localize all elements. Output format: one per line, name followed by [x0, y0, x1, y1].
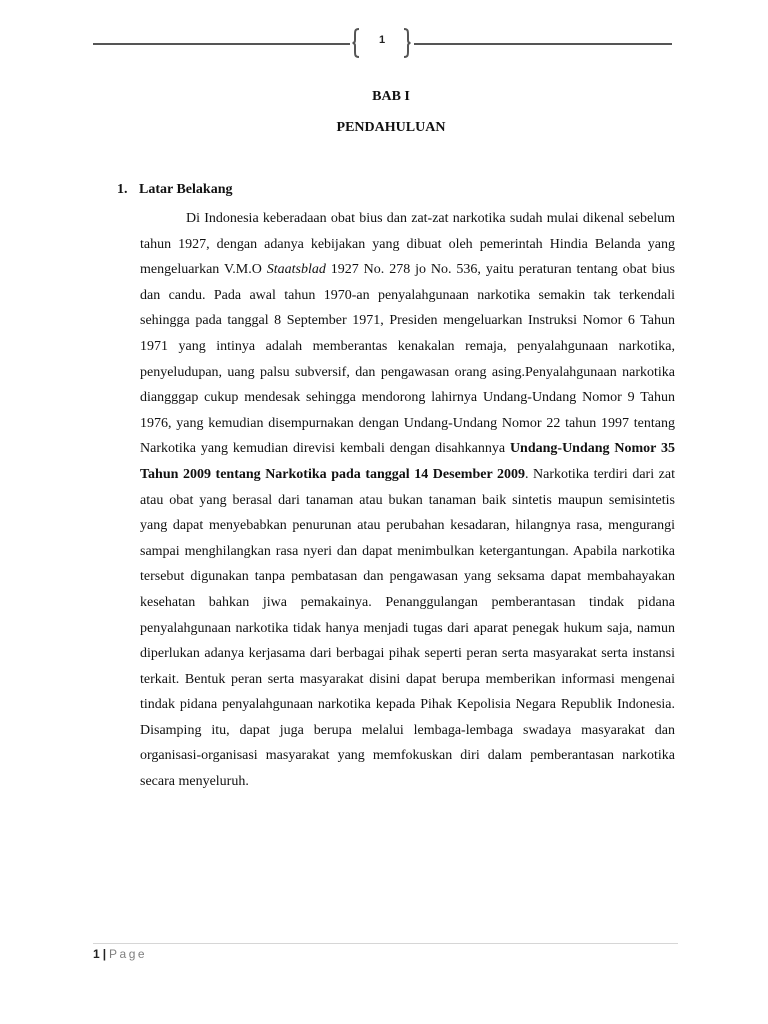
header-rule-left — [93, 43, 350, 45]
body-text-part-3: . Narkotika terdiri dari zat atau obat yang berasal dari tanaman atau bukan tanaman baik sintetis maupun semisintetis yang dapat menyebabkan penurunan atau perubahan kesadaran, hilangnya rasa, mengurangi sampai menghilangkan rasa nyeri dan dapat menimbulkan ketergantungan. Apabila narkotika tersebut digunakan tanpa pembatasan dan pengawasan yang seksama dapat membahayakan kesehatan bahkan jiwa pemakainya. Penanggulangan pemberantasan tindak pidana penyalahgunaan narkotika tidak hanya menjadi tugas dari aparat penegak hukum saja, namun diperlukan adanya kerjasama dari berbagai pihak seperti peran serta masyarakat serta instansi terkait. Bentuk peran serta masyarakat disini dapat berupa memberikan informasi mengenai tindak pidana penyalahgunaan narkotika kepada Pihak Kepolisia Negara Republik Indonesia. Disamping itu, dapat juga berupa melalui lembaga-lembaga swadaya masyarakat dan organisasi-organisasi masyarakat yang memfokuskan diri dalam pemberantasan narkotika secara menyeluruh. — [140, 466, 675, 790]
body-paragraph — [140, 206, 675, 795]
body-text-part-2: 1927 No. 278 jo No. 536, yaitu peraturan tentang obat bius dan candu. Pada awal tahun 1970-an penyalahgunaan narkotika semakin tak terkendali sehingga pada tanggal 8 September 1971, Presiden mengeluarkan Instruksi Nomor 6 Tahun 1971 yang intinya adalah memberantas kenakalan remaja, penyalahgunaan narkotika, penyeludupan, uang palsu subversif, dan pengawasan orang asing.Penyalahgunaan narkotika diangggap cukup mendesak sehingga mendorong lahirnya Undang-Undang Nomor 9 Tahun 1976, yang kemudian disempurnakan dengan Undang-Undang Nomor 22 tahun 1997 tentang Narkotika yang kemudian direvisi kembali dengan disahkannya — [140, 262, 675, 457]
section-heading — [117, 182, 232, 198]
footer-rule — [93, 943, 678, 944]
page-footer — [93, 947, 147, 961]
header-page-number: 1 — [378, 34, 386, 46]
body-italic-term: Staatsblad — [266, 262, 326, 278]
left-brace-icon — [352, 28, 360, 58]
footer-page-word: Page — [109, 947, 148, 961]
section-number: 1. — [117, 182, 128, 197]
chapter-label: BAB I — [372, 89, 410, 104]
header-rule-right — [414, 43, 672, 45]
body-bold-law: Undang-Undang Nomor 35 Tahun 2009 tentang Narkotika pada tanggal 14 Desember 2009 — [140, 441, 675, 482]
right-brace-icon — [403, 28, 411, 58]
footer-page-number: 1 — [93, 947, 100, 961]
section-heading-text: Latar Belakang — [139, 182, 233, 197]
body-text-part-1: Di Indonesia keberadaan obat bius dan zat-zat narkotika sudah mulai dikenal sebelum tahun 1927, dengan adanya kebijakan yang dibuat oleh pemerintah Hindia Belanda yang mengeluarkan V.M.O — [140, 211, 675, 278]
footer-separator: | — [102, 947, 107, 961]
chapter-title: PENDAHULUAN — [336, 120, 446, 135]
